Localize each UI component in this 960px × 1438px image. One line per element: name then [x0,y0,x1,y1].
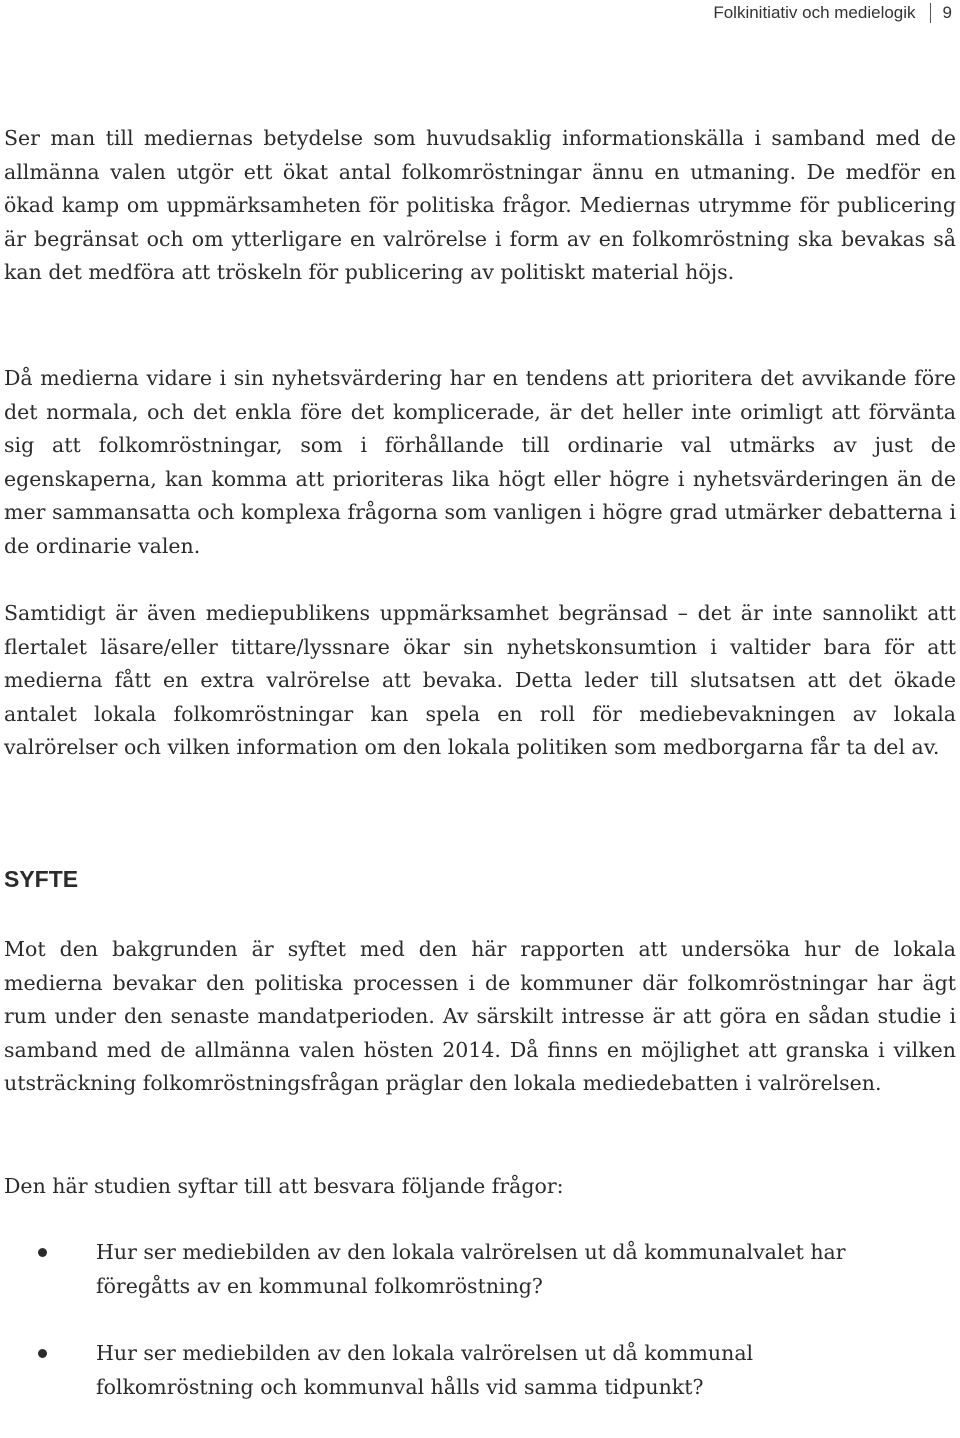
question-item [0,1337,896,1404]
header-divider [930,3,931,23]
body-paragraph: Då medierna vidare i sin nyhetsvärdering har en tendens att prioritera det avvikande före det normala, och det enkla före det komplicerade, är det heller inte orimligt att förvänta sig att folkomröstningar, som i förhållande till ordinarie val utmärks av just de egenskaperna, kan komma att prioriteras lika högt eller högre i nyhetsvärderingen än de mer sammansatta och komplexa frågorna som vanligen i högre grad utmärker debatterna i de ordinarie valen. [4,366,956,558]
bullet-icon [38,1349,47,1358]
body-paragraph: Ser man till mediernas betydelse som huvudsaklig informationskälla i samband med de allmänna valen utgör ett ökat antal folkomröstningar ännu en utmaning. De medför en ökad kamp om uppmärksamheten för politiska frågor. Mediernas utrymme för publicering är begränsat och om ytterligare en valrörelse i form av en folkomröstning ska bevakas så kan det medföra att tröskeln för publicering av politiskt material höjs. [4,126,956,284]
question-text: Hur ser mediebilden av den lokala valrörelsen ut då kommunal folkomröstning och kommunval hålls vid samma tidpunkt? [96,1341,754,1399]
section-heading: SYFTE [4,866,79,892]
body-paragraph: Samtidigt är även mediepublikens uppmärksamhet begränsad – det är inte sannolikt att flertalet läsare/eller tittare/lyssnare ökar sin nyhetskonsumtion i valtider bara för att medierna fått en extra valrörelse att bevaka. Detta leder till slutsatsen att det ökade antalet lokala folkomröstningar kan spela en roll för mediebevakningen av lokala valrörelser och vilken information om den lokala politiken som medborgarna får ta del av. [4,601,956,759]
question-text: Hur ser mediebilden av den lokala valrörelsen ut då kommunalvalet har föregåtts av en kommunal folkomröstning? [96,1240,846,1298]
page-number: 9 [942,3,952,22]
section-paragraph: Mot den bakgrunden är syftet med den här rapporten att undersöka hur de lokala medierna bevakar den politiska processen i de kommuner där folkomröstningar har ägt rum under den senaste mandatperioden. Av särskilt intresse är att göra en sådan studie i samband med de allmänna valen hösten 2014. Då finns en möjlighet att granska i vilken utsträckning folkomröstningsfrågan präglar den lokala mediedebatten i valrörelsen. [4,937,956,1095]
running-header-title: Folkinitiativ och medielogik [713,3,916,22]
bullet-icon [38,1248,47,1257]
section-paragraph: Den här studien syftar till att besvara följande frågor: [4,1174,564,1198]
question-item [0,1236,896,1303]
running-header [713,2,952,24]
